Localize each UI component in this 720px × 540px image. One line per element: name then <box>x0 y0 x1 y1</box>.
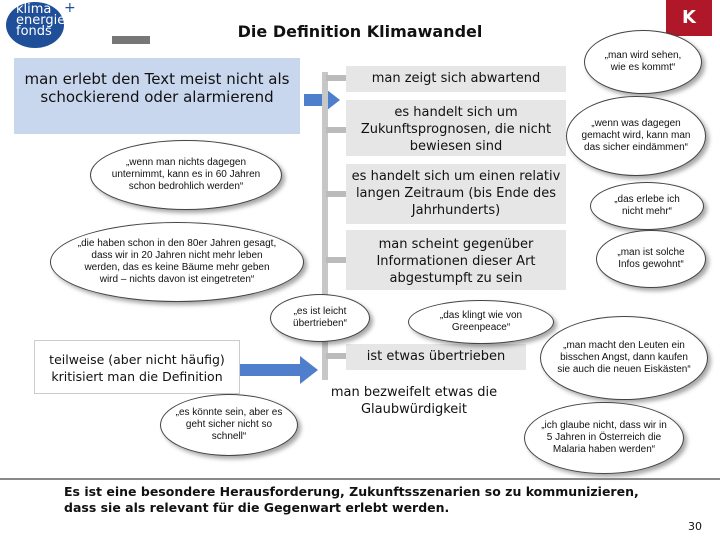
center-box-1: man zeigt sich abwartend <box>346 66 566 92</box>
center-box-4: man scheint gegenüber Informationen dieser Art abgestumpft zu sein <box>346 230 566 290</box>
footer-divider <box>0 478 720 480</box>
quote-bubble-right-5: „man macht den Leuten ein bisschen Angst, dann kaufen sie auch die neuen Eiskästen“ <box>540 316 708 400</box>
quote-bubble-right-2: „wenn was dagegen gemacht wird, kann man das sicher eindämmen“ <box>566 96 706 176</box>
quote-bubble-left-4: „es könnte sein, aber es geht sicher nicht so schnell“ <box>160 394 298 456</box>
logo-text: klima energie fonds <box>16 2 66 39</box>
center-box-3: es handelt sich um einen relativ langen Zeitraum (bis Ende des Jahrhunderts) <box>346 164 566 224</box>
center-box-2: es handelt sich um Zukunftsprognosen, die nicht bewiesen sind <box>346 100 566 156</box>
quote-bubble-right-4: „man ist solche Infos gewohnt“ <box>596 230 706 288</box>
quote-bubble-left-1: „wenn man nichts dagegen unternimmt, kann es in 60 Jahren schon bedrohlich werden“ <box>90 140 282 210</box>
quote-bubble-right-3: „das erlebe ich nicht mehr“ <box>590 182 704 230</box>
page-number: 30 <box>688 520 702 533</box>
logo-plus: + <box>64 0 76 16</box>
corner-mark: K <box>666 0 712 36</box>
vertical-connector <box>322 72 328 422</box>
page-title: Die Definition Klimawandel <box>237 22 483 41</box>
quote-bubble-left-2: „die haben schon in den 80er Jahren gesagt, dass wir in 20 Jahren nicht mehr leben werden, das es keine Bäume mehr geben wird – nichts davon ist eingetreten“ <box>50 222 304 302</box>
quote-bubble-right-1: „man wird sehen, wie es kommt“ <box>584 30 702 94</box>
quote-bubble-right-6: „ich glaube nicht, dass wir in 5 Jahren in Österreich die Malaria haben werden“ <box>524 402 684 474</box>
center-box-6: man bezweifelt etwas die Glaubwürdigkeit <box>316 380 512 426</box>
quote-bubble-center: „das klingt wie von Greenpeace“ <box>408 300 554 344</box>
block-arrow-lower <box>240 356 318 384</box>
center-box-5: ist etwas übertrieben <box>346 344 526 370</box>
footer-statement: Es ist eine besondere Herausforderung, Zukunftsszenarien so zu kommunizieren, dass sie als relevant für die Gegenwart erlebt werden. <box>64 484 639 515</box>
main-statement: man erlebt den Text meist nicht als schockierend oder alarmierend <box>14 58 300 134</box>
quote-bubble-left-3: „es ist leicht übertrieben“ <box>270 294 370 342</box>
criticism-box: teilweise (aber nicht häufig) kritisiert man die Definition <box>34 340 240 394</box>
